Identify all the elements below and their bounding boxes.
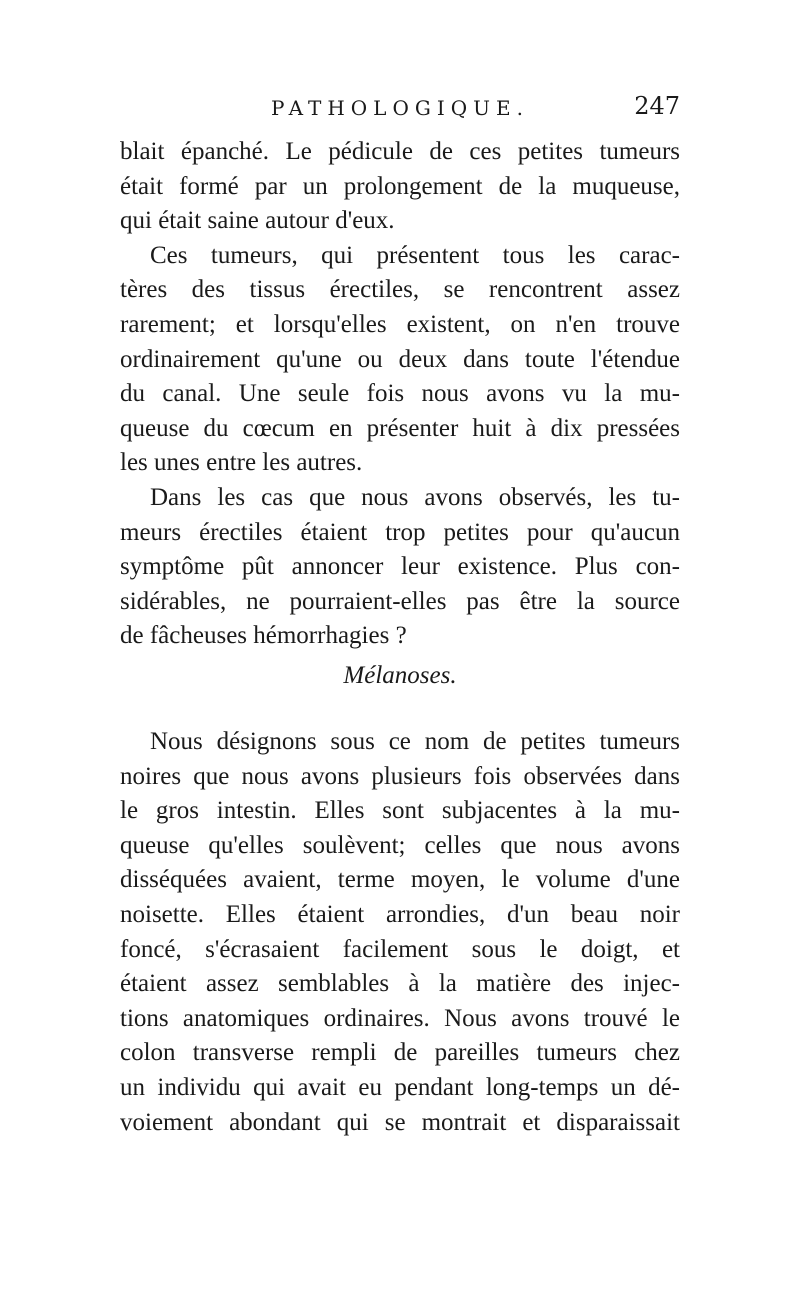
text-line: tères des tissus érectiles, se rencontrent assez [120, 276, 680, 304]
page-number: 247 [634, 92, 680, 120]
text-line: rarement; et lorsqu'elles existent, on n'en trouve [120, 310, 680, 338]
text-line: disséquées avaient, terme moyen, le volume d'une [120, 866, 680, 894]
text-line: du canal. Une seule fois nous avons vu la mu- [120, 380, 680, 408]
text-line: blait épanché. Le pédicule de ces petites tumeurs [120, 138, 680, 165]
text-line: de fâcheuses hémorrhagies ? [120, 622, 407, 650]
text-line: Nous désignons sous ce nom de petites tumeurs [150, 728, 680, 755]
text-block-1 [120, 135, 680, 654]
text-line: colon transverse rempli de pareilles tumeurs chez [120, 1039, 680, 1067]
text-line: queuse du cœcum en présenter huit à dix pressées [120, 414, 680, 442]
page-header [120, 92, 680, 124]
text-block-2 [120, 725, 680, 1140]
text-line: voiement abondant qui se montrait et disparaissait [120, 1108, 680, 1136]
text-line: foncé, s'écrasaient facilement sous le doigt, et [120, 935, 680, 963]
text-line: un individu qui avait eu pendant long-temps un dé- [120, 1073, 680, 1101]
text-line: queuse qu'elles soulèvent; celles que nous avons [120, 831, 680, 859]
text-line: Ces tumeurs, qui présentent tous les carac- [150, 241, 680, 269]
text-line: qui était saine autour d'eux. [120, 207, 395, 235]
text-line: le gros intestin. Elles sont subjacentes à la mu- [120, 797, 680, 825]
text-line: était formé par un prolongement de la muqueuse, [120, 172, 680, 200]
text-line: meurs érectiles étaient trop petites pour qu'aucun [120, 518, 680, 546]
text-line: symptôme pût annoncer leur existence. Plus con- [120, 553, 680, 581]
text-line: ordinairement qu'une ou deux dans toute l'étendue [120, 345, 680, 373]
running-title: PATHOLOGIQUE. [271, 96, 529, 120]
text-line: les unes entre les autres. [120, 449, 363, 477]
text-line: étaient assez semblables à la matière des injec- [120, 970, 680, 998]
text-line: tions anatomiques ordinaires. Nous avons trouvé le [120, 1004, 680, 1032]
text-line: sidérables, ne pourraient-elles pas être la source [120, 587, 680, 615]
text-line: noires que nous avons plusieurs fois observées dans [120, 762, 680, 790]
text-line: noisette. Elles étaient arrondies, d'un beau noir [120, 900, 680, 928]
text-line: Dans les cas que nous avons observés, les tu- [150, 483, 680, 511]
section-title: Mélanoses. [343, 662, 457, 689]
